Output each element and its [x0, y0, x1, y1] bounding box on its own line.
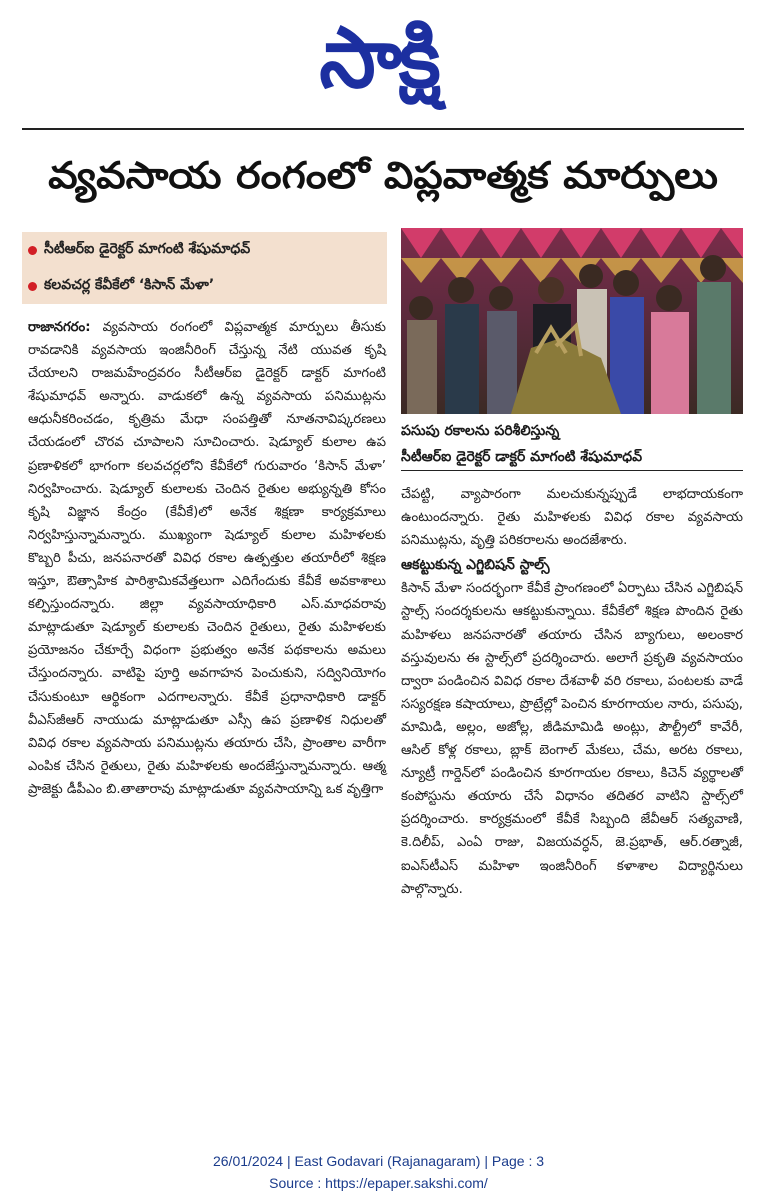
article-body-left	[28, 316, 386, 801]
photo-caption	[401, 418, 743, 470]
subheading: ఆకట్టుకున్న ఎగ్జిబిషన్‌ స్టాల్స్‌	[401, 557, 550, 574]
masthead-divider	[22, 128, 744, 130]
caption-line: పసుపు రకాలను పరిశీలిస్తున్న	[401, 423, 560, 439]
headline-container	[22, 140, 744, 220]
footer-date-line: 26/01/2024 | East Godavari (Rajanagaram) | Page : 3	[212, 1153, 545, 1169]
article-photo	[401, 228, 743, 414]
dateline: రాజానగరం:	[28, 320, 91, 335]
footer-source-line[interactable]: Source : https://epaper.sakshi.com/	[269, 1175, 488, 1191]
highlight-text: కలవచర్ల కేవీకేలో ‘కిసాన్‌ మేళా’	[44, 276, 215, 293]
masthead-logo: సాక్షి	[319, 8, 438, 107]
caption-line: సీటీఆర్‌ఐ డైరెక్టర్‌ డాక్టర్‌ మాగంటి శేషుమాధవ్‌	[401, 449, 643, 465]
bullet-dot-icon	[28, 246, 37, 255]
headline: వ్యవసాయ రంగంలో విప్లవాత్మక మార్పులు	[48, 154, 718, 197]
photo-illustration	[401, 228, 743, 414]
highlight-bullet	[22, 268, 387, 304]
article-paragraph: చేపట్టి, వ్యాపారంగా మలచుకున్నప్పుడే లాభదాయకంగా ఉంటుందన్నారు. రైతు మహిళలకు వివిధ రకాల వ్యవసాయ పనిముట్లను, వృత్తి పరికరాలను అందజేశారు.	[401, 487, 743, 549]
masthead	[0, 8, 757, 108]
article-paragraph: కిసాన్‌ మేళా సందర్భంగా కేవీకే ప్రాంగణంలో ఏర్పాటు చేసిన ఎగ్జిబిషన్‌ స్టాల్స్‌ సందర్శకులను ఆకట్టుకున్నాయి. కేవీకేలో శిక్షణ పొందిన రైతు మహిళలు జనపనారతో తయారు చేసిన బ్యాగులు, అలంకార వస్తువులను ఈ స్టాల్స్‌లో ప్రదర్శించారు. అలాగే ప్రకృతి వ్యవసాయం ద్వారా పండించిన వివిధ రకాల దేశవాళీ వరి రకాలు, పంటలకు వాడే సస్యరక్షణ కషాయాలు, ప్రొట్రేల్లో పెంచిన కూరగాయల నారు, పసుపు, మామిడి, అల్లం, అజోల్ల, జీడిమామిడి అంట్లు, పౌల్ట్రీలో కావేరీ, ఆసిల్‌ కోళ్ల రకాలు, బ్లాక్‌ బెంగాల్‌ మేకలు, చేమ, అరట రకాలు, న్యూట్రీ గార్డెన్‌లో పండించిన కూరగాయల రకాలు, కిచెన్‌ వ్యర్థాలతో కంపోస్టును తయారు చేసే విధానం తదితర వాటిని స్టాల్స్‌లో ప్రదర్శించారు. కార్యక్రమంలో కేవీకే సిబ్బంది జేవీఆర్‌ సత్యవాణి, కె.దిలీప్‌, ఎంఏ రాజు, విజయవర్ధన్‌, జె.ప్రభాత్‌, ఆర్‌.రత్నాజీ, ఐఎస్‌టీఎస్‌ మహిళా ఇంజినీరింగ్‌ కళాశాల విద్యార్థినులు పాల్గొన్నారు.	[401, 581, 743, 897]
footer	[0, 1150, 757, 1194]
caption-divider	[401, 470, 743, 471]
highlight-bullet	[22, 232, 387, 268]
article-body-right	[401, 483, 743, 901]
highlight-text: సీటీఆర్‌ఐ డైరెక్టర్‌ మాగంటి శేషుమాధవ్‌	[44, 240, 251, 257]
highlight-box	[22, 232, 387, 304]
bullet-dot-icon	[28, 282, 37, 291]
article-paragraph	[28, 316, 386, 801]
article-text: వ్యవసాయ రంగంలో విప్లవాత్మక మార్పులు తీసుకు రావడానికి వ్యవసాయ ఇంజినీరింగ్‌ చేస్తున్న నేటి యువత కృషి చేయాలని రాజమహేంద్రవరం సీటీఆర్‌ఐ డైరెక్టర్‌ డాక్టర్‌ మాగంటి శేషుమాధవ్‌ అన్నారు. వాడుకలో ఉన్న వ్యవసాయ పనిముట్లను ఆధునీకరించడం, కృత్రిమ మేధా సంపత్తితో నూతనావిష్కరణలు చేయడంలో చొరవ చూపాలని సూచించారు. షెడ్యూల్‌ కులాల ఉప ప్రణాళికలో భాగంగా కలవచర్లలోని కేవీకేలో గురువారం ‘కిసాన్‌ మేళా’ నిర్వహించారు. షెడ్యూల్‌ కులాలకు చెందిన రైతుల అభ్యున్నతి కోసం కృషి విజ్ఞాన కేంద్రం (కేవీకే)లో అనేక శిక్షణా కార్యక్రమాలు నిర్వహిస్తున్నామన్నారు. ముఖ్యంగా షెడ్యూల్‌ కులాల మహిళలకు కొబ్బరి పీచు, జనపనారతో వివిధ రకాల ఉత్పత్తుల తయారీలో శిక్షణ ఇస్తూ, ఔత్సాహిక పారిశ్రామికవేత్తలుగా ఎదిగేందుకు కేవీకే అవకాశాలు కల్పిస్తుందన్నారు. జిల్లా వ్యవసాయాధికారి ఎస్‌.మాధవరావు మాట్లాడుతూ షెడ్యూల్‌ కులాలకు చెందిన రైతులు, రైతు మహిళలకు ప్రయోజనం చేకూర్చే విధంగా ప్రభుత్వం అనేక పథకాలను అమలు చేస్తుందన్నారు. వాటిపై పూర్తి అవగాహన పెంచుకుని, సద్వినియోగం చేసుకుంటూ ఆర్థికంగా ఎదగాలన్నారు. కేవీకే ప్రధానాధికారి డాక్టర్‌ వీఎస్‌జీఆర్‌ నాయుడు మాట్లాడుతూ ఎస్సీ ఉప ప్రణాళిక నిధులతో వివిధ రకాల వ్యవసాయ పనిముట్లను తయారు చేసి, ప్రాంతాల వారీగా ఎంపిక చేసిన రైతులు, రైతు మహిళలకు అందజేస్తున్నామన్నారు. ఆత్మ ప్రాజెక్టు డీపీఎం బి.తాతారావు మాట్లాడుతూ వ్యవసాయాన్ని ఒక వృత్తిగా	[28, 320, 386, 797]
